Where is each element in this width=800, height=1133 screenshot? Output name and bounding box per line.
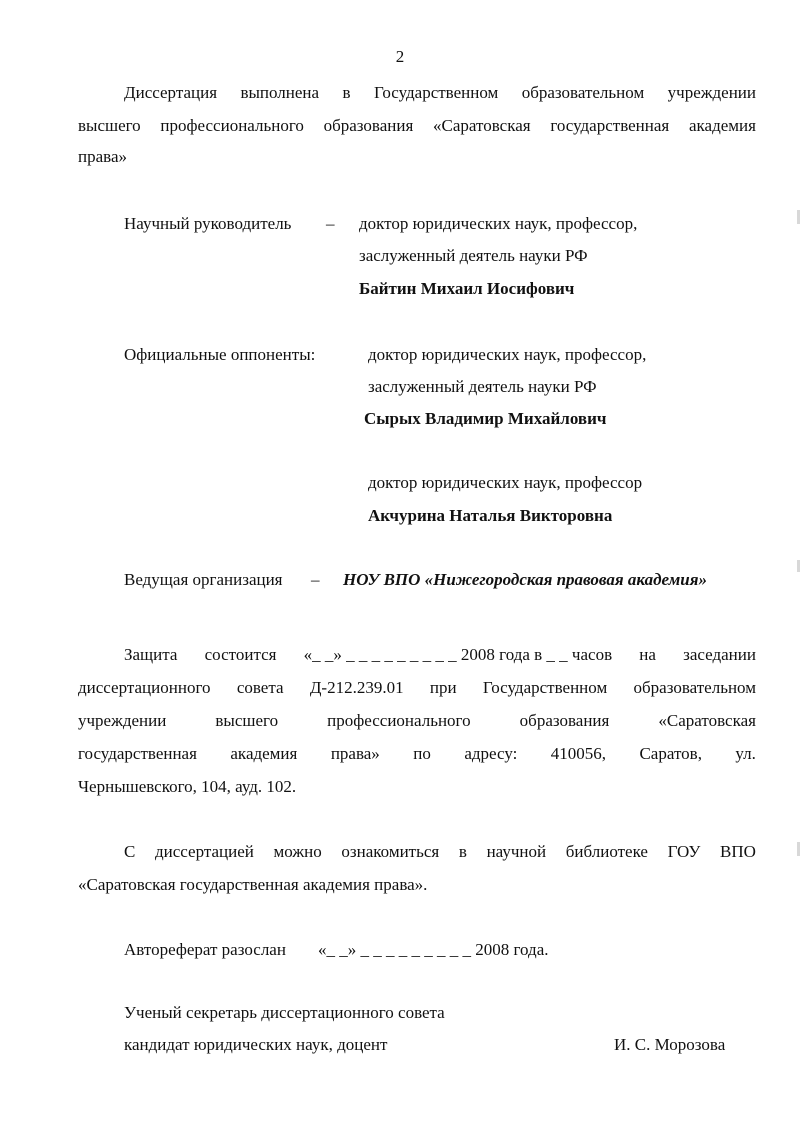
defense-word: учреждении xyxy=(78,711,167,730)
intro-word: Диссертация xyxy=(124,83,218,102)
intro-line-3: права» xyxy=(78,147,127,166)
opponent-2-degree: доктор юридических наук, профессор xyxy=(368,473,643,492)
supervisor-title: заслуженный деятель науки РФ xyxy=(359,246,588,265)
library-word: ГОУ xyxy=(667,842,701,861)
page-number: 2 xyxy=(395,47,405,66)
library-line-2: «Саратовская государственная академия права». xyxy=(78,875,428,894)
intro-word: государственная xyxy=(550,116,670,135)
defense-line-3 xyxy=(78,710,756,732)
library-word: диссертацией xyxy=(155,842,254,861)
defense-word: права» xyxy=(330,744,380,763)
library-word: библиотеке xyxy=(565,842,648,861)
defense-word: образовательном xyxy=(633,678,756,697)
defense-address: Чернышевского, 104, ауд. 102. xyxy=(78,777,297,796)
intro-word: учреждении xyxy=(667,83,756,102)
intro-word: профессионального xyxy=(160,116,304,135)
defense-word: «Саратовская xyxy=(658,711,756,730)
opponent-1-name: Сырых Владимир Михайлович xyxy=(364,409,607,428)
intro-word: высшего xyxy=(78,116,141,135)
intro-word: образования xyxy=(323,116,414,135)
defense-word: Защита xyxy=(124,645,178,664)
library-word: ознакомиться xyxy=(341,842,440,861)
leading-org-name: НОУ ВПО «Нижегородская правовая академия» xyxy=(343,570,708,589)
supervisor-degree: доктор юридических наук, профессор, xyxy=(359,214,638,233)
secretary-name: И. С. Морозова xyxy=(614,1035,726,1054)
defense-date-time: «_ _» _ _ _ _ _ _ _ _ _ 2008 года в _ _ часов xyxy=(303,645,613,664)
defense-word: заседании xyxy=(683,645,756,664)
defense-line-2 xyxy=(78,677,756,699)
defense-word: диссертационного xyxy=(78,678,211,697)
library-word: С xyxy=(124,842,136,861)
intro-word: академия xyxy=(688,116,756,135)
supervisor-dash: – xyxy=(326,214,335,233)
opponent-1-title: заслуженный деятель науки РФ xyxy=(368,377,597,396)
defense-word: ул. xyxy=(735,744,756,763)
leading-org-label: Ведущая организация xyxy=(124,570,283,589)
defense-word: по xyxy=(413,744,431,763)
intro-line-2 xyxy=(78,115,756,137)
defense-word: профессионального xyxy=(327,711,471,730)
defense-word: состоится xyxy=(204,645,277,664)
defense-word: при xyxy=(429,678,457,697)
supervisor-name: Байтин Михаил Иосифович xyxy=(359,279,575,298)
opponent-1-degree: доктор юридических наук, профессор, xyxy=(368,345,647,364)
defense-word: образования xyxy=(519,711,610,730)
defense-line-4 xyxy=(78,743,756,765)
opponent-2-name: Акчурина Наталья Викторовна xyxy=(368,506,613,525)
defense-word: Саратов, xyxy=(639,744,702,763)
abstract-sent-date: «_ _» _ _ _ _ _ _ _ _ _ 2008 года. xyxy=(318,940,549,959)
library-word: научной xyxy=(486,842,547,861)
library-word: ВПО xyxy=(720,842,756,861)
defense-word: адресу: xyxy=(464,744,518,763)
abstract-sent-label: Автореферат разослан xyxy=(124,940,286,959)
intro-word: «Саратовская xyxy=(433,116,531,135)
defense-word: государственная xyxy=(78,744,197,763)
defense-line-1 xyxy=(124,644,756,666)
secretary-line-1: Ученый секретарь диссертационного совета xyxy=(124,1003,445,1022)
supervisor-label: Научный руководитель xyxy=(124,214,292,233)
opponents-label: Официальные оппоненты: xyxy=(124,345,316,364)
defense-word: совета xyxy=(236,678,284,697)
defense-word: академия xyxy=(230,744,298,763)
postal-code: 410056, xyxy=(550,744,607,763)
council-code: Д-212.239.01 xyxy=(309,678,404,697)
secretary-line-2: кандидат юридических наук, доцент xyxy=(124,1035,388,1054)
library-line-1 xyxy=(124,841,756,863)
defense-word: на xyxy=(639,645,656,664)
defense-word: высшего xyxy=(215,711,279,730)
leading-org-dash: – xyxy=(311,570,320,589)
library-word: можно xyxy=(273,842,322,861)
intro-word: в xyxy=(342,83,351,102)
defense-word: Государственном xyxy=(482,678,608,697)
library-word: в xyxy=(458,842,467,861)
intro-line-1 xyxy=(124,82,756,104)
intro-word: Государственном xyxy=(374,83,499,102)
intro-word: выполнена xyxy=(240,83,320,102)
intro-word: образовательном xyxy=(521,83,645,102)
